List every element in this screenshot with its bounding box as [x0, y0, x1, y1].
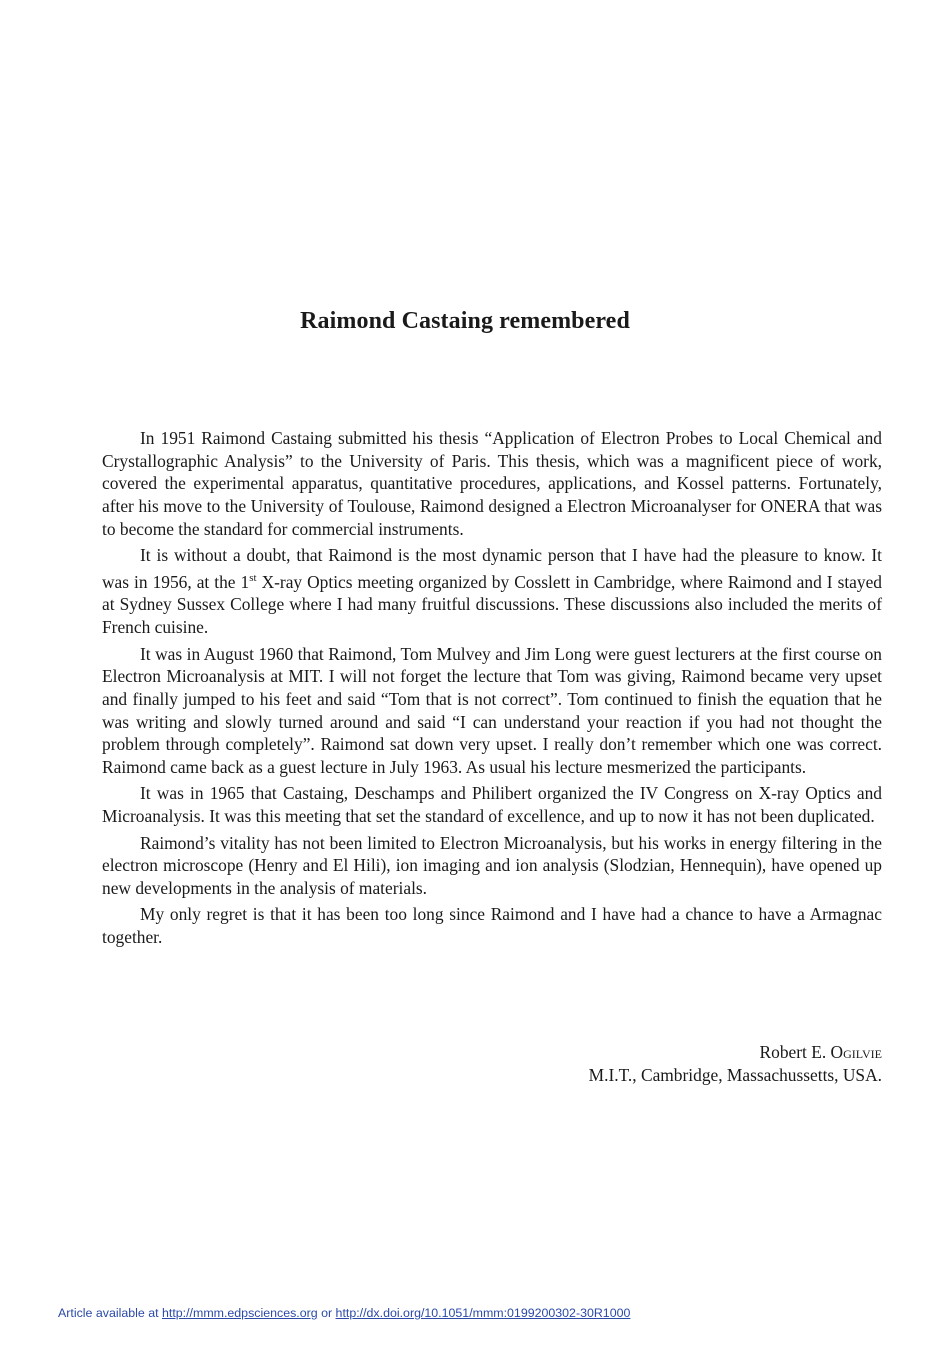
paragraph-text: In 1951 Raimond Castaing submitted his thesis “Application of Electron Probes to Local Chemical and Crystallographic Analysis” to the University of Paris. This thesis, which was a magnificent piece of work, covered the experimental apparatus, quantitative procedures, applications, and Kossel patterns. Fortunately, after his move to the University of Toulouse, Raimond designed a Electron Microanalyser for ONERA that was to become the standard for commercial instruments.	[102, 428, 882, 539]
footer-connector: or	[317, 1306, 336, 1320]
author-given-name: Robert E.	[759, 1042, 827, 1062]
paragraph-2	[102, 544, 882, 639]
paragraph-text: It was in 1965 that Castaing, Deschamps and Philibert organized the IV Congress on X-ray Optics and Microanalysis. It was this meeting that set the standard of excellence, and up to now it has not been duplicated.	[102, 783, 882, 827]
paragraph-1	[102, 427, 882, 541]
journal-link[interactable]: http://mmm.edpsciences.org	[162, 1306, 318, 1320]
author-surname: Ogilvie	[830, 1042, 882, 1062]
paragraph-4	[102, 782, 882, 827]
author-name	[589, 1041, 882, 1064]
paragraph-text: Raimond’s vitality has not been limited to Electron Microanalysis, but his works in energy filtering in the electron microscope (Henry and El Hili), ion imaging and ion analysis (Slodzian, Hennequin), have opened up new developments in the analysis of materials.	[102, 832, 882, 898]
paragraph-text: It was in August 1960 that Raimond, Tom Mulvey and Jim Long were guest lecturers at the first course on Electron Microanalysis at MIT. I will not forget the lecture that Tom was giving, Raimond became very upset and finally jumped to his feet and said “Tom that is not correct”. Tom continued to finish the equation that he was writing and slowly turned around and said “I can understand your reaction if you had not thought the problem through completely”. Raimond sat down very upset. I really don’t remember which one was correct. Raimond came back as a guest lecture in July 1963. As usual his lecture mesmerized the participants.	[102, 643, 882, 778]
paragraph-3	[102, 643, 882, 779]
ordinal-superscript: st	[249, 571, 257, 584]
footer-prefix: Article available at	[58, 1306, 162, 1320]
author-signature	[589, 1041, 882, 1087]
author-affiliation: M.I.T., Cambridge, Massachussetts, USA.	[588, 1065, 882, 1085]
paragraph-6	[102, 903, 882, 948]
article-title: Raimond Castaing remembered	[300, 308, 630, 334]
article-footer	[58, 1306, 630, 1320]
paragraph-5	[102, 832, 882, 900]
doi-link[interactable]: http://dx.doi.org/10.1051/mmm:0199200302-30R1000	[335, 1306, 631, 1320]
paragraph-text: X-ray Optics meeting organized by Cosslett in Cambridge, where Raimond and I stayed at Sydney Sussex College where I had many fruitful discussions. These discussions also included the merits of French cuisine.	[102, 571, 882, 638]
article-body	[102, 427, 882, 952]
paragraph-text: My only regret is that it has been too long since Raimond and I have had a chance to have a Armagnac together.	[102, 904, 882, 947]
paragraph-text: It is without a doubt, that Raimond is the most dynamic person that I have had the pleasure to know. It was in 1956, at the 1	[102, 545, 882, 592]
